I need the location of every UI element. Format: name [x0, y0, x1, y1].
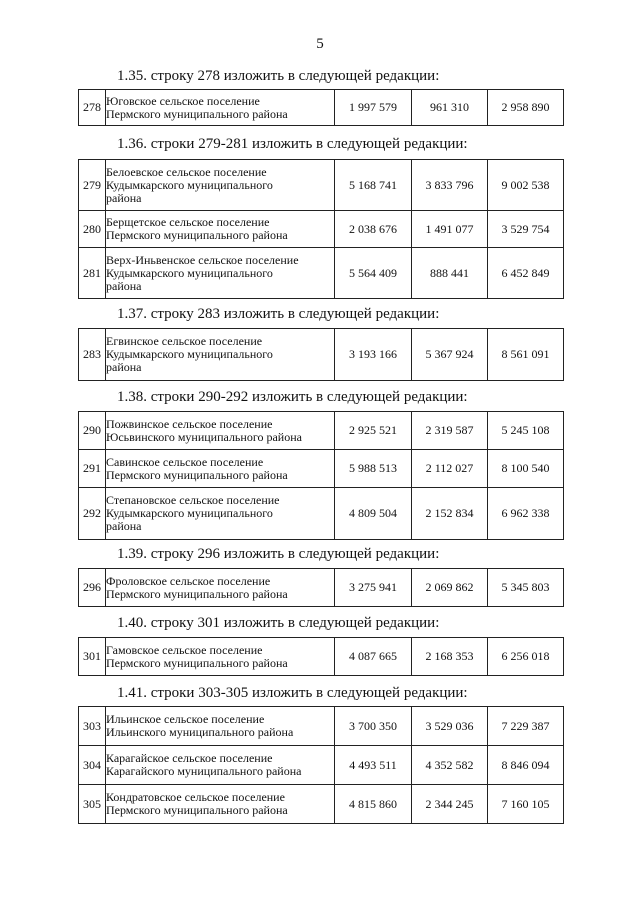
settlement-name: Карагайское сельское поселение Карагайского муниципального района — [106, 746, 335, 785]
settlement-name: Верх-Иньвенское сельское поселение Кудымкарского муниципального района — [106, 248, 335, 299]
table-row — [79, 707, 564, 746]
value-3: 6 452 849 — [488, 248, 564, 299]
value-2: 2 069 862 — [412, 569, 488, 607]
settlement-name: Фроловское сельское поселение Пермского муниципального района — [106, 569, 335, 607]
row-number: 292 — [79, 488, 106, 540]
page-number: 5 — [316, 36, 324, 52]
row-number: 305 — [79, 785, 106, 824]
table-row — [79, 412, 564, 450]
value-1: 2 925 521 — [335, 412, 412, 450]
table-row — [79, 329, 564, 381]
row-number: 279 — [79, 160, 106, 211]
value-1: 5 168 741 — [335, 160, 412, 211]
settlement-name: Степановское сельское поселение Кудымкарского муниципального района — [106, 488, 335, 540]
value-1: 3 275 941 — [335, 569, 412, 607]
row-number: 290 — [79, 412, 106, 450]
table-row — [79, 746, 564, 785]
data-table — [78, 328, 564, 381]
value-1: 3 193 166 — [335, 329, 412, 381]
value-3: 5 345 803 — [488, 569, 564, 607]
value-3: 7 229 387 — [488, 707, 564, 746]
value-2: 5 367 924 — [412, 329, 488, 381]
settlement-name: Белоевское сельское поселение Кудымкарского муниципального района — [106, 160, 335, 211]
value-3: 8 561 091 — [488, 329, 564, 381]
value-2: 888 441 — [412, 248, 488, 299]
section-heading: 1.38. строки 290-292 изложить в следующей редакции: — [117, 389, 468, 405]
value-3: 9 002 538 — [488, 160, 564, 211]
value-1: 5 988 513 — [335, 450, 412, 488]
value-3: 6 256 018 — [488, 638, 564, 676]
settlement-name: Юговское сельское поселение Пермского муниципального района — [106, 90, 335, 126]
value-3: 8 846 094 — [488, 746, 564, 785]
value-1: 3 700 350 — [335, 707, 412, 746]
data-table — [78, 159, 564, 299]
section-heading: 1.40. строку 301 изложить в следующей редакции: — [117, 615, 440, 631]
table-row — [79, 160, 564, 211]
settlement-name: Ильинское сельское поселение Ильинского муниципального района — [106, 707, 335, 746]
value-2: 1 491 077 — [412, 211, 488, 248]
value-2: 4 352 582 — [412, 746, 488, 785]
data-table — [78, 568, 564, 607]
settlement-name: Пожвинское сельское поселение Юсьвинского муниципального района — [106, 412, 335, 450]
section-heading: 1.39. строку 296 изложить в следующей редакции: — [117, 546, 440, 562]
value-3: 5 245 108 — [488, 412, 564, 450]
table-row — [79, 638, 564, 676]
value-2: 3 529 036 — [412, 707, 488, 746]
value-3: 7 160 105 — [488, 785, 564, 824]
value-1: 4 087 665 — [335, 638, 412, 676]
data-table — [78, 89, 564, 126]
row-number: 296 — [79, 569, 106, 607]
settlement-name: Егвинское сельское поселение Кудымкарского муниципального района — [106, 329, 335, 381]
value-2: 3 833 796 — [412, 160, 488, 211]
row-number: 304 — [79, 746, 106, 785]
value-1: 2 038 676 — [335, 211, 412, 248]
table-row — [79, 569, 564, 607]
table-row — [79, 248, 564, 299]
row-number: 278 — [79, 90, 106, 126]
section-heading: 1.36. строки 279-281 изложить в следующей редакции: — [117, 136, 468, 152]
data-table — [78, 637, 564, 676]
value-3: 2 958 890 — [488, 90, 564, 126]
value-1: 1 997 579 — [335, 90, 412, 126]
value-3: 3 529 754 — [488, 211, 564, 248]
table-row — [79, 450, 564, 488]
table-row — [79, 211, 564, 248]
value-3: 6 962 338 — [488, 488, 564, 540]
settlement-name: Кондратовское сельское поселение Пермского муниципального района — [106, 785, 335, 824]
value-2: 2 344 245 — [412, 785, 488, 824]
settlement-name: Берщетское сельское поселение Пермского муниципального района — [106, 211, 335, 248]
row-number: 303 — [79, 707, 106, 746]
value-1: 4 815 860 — [335, 785, 412, 824]
value-2: 961 310 — [412, 90, 488, 126]
section-heading: 1.37. строку 283 изложить в следующей редакции: — [117, 306, 440, 322]
row-number: 281 — [79, 248, 106, 299]
value-3: 8 100 540 — [488, 450, 564, 488]
value-2: 2 152 834 — [412, 488, 488, 540]
data-table — [78, 706, 564, 824]
table-row — [79, 90, 564, 126]
value-2: 2 319 587 — [412, 412, 488, 450]
value-2: 2 168 353 — [412, 638, 488, 676]
settlement-name: Гамовское сельское поселение Пермского муниципального района — [106, 638, 335, 676]
row-number: 280 — [79, 211, 106, 248]
section-heading: 1.41. строки 303-305 изложить в следующей редакции: — [117, 685, 468, 701]
table-row — [79, 785, 564, 824]
row-number: 283 — [79, 329, 106, 381]
value-1: 4 809 504 — [335, 488, 412, 540]
value-1: 5 564 409 — [335, 248, 412, 299]
row-number: 291 — [79, 450, 106, 488]
table-row — [79, 488, 564, 540]
value-2: 2 112 027 — [412, 450, 488, 488]
settlement-name: Савинское сельское поселение Пермского муниципального района — [106, 450, 335, 488]
data-table — [78, 411, 564, 540]
section-heading: 1.35. строку 278 изложить в следующей редакции: — [117, 68, 440, 84]
row-number: 301 — [79, 638, 106, 676]
value-1: 4 493 511 — [335, 746, 412, 785]
